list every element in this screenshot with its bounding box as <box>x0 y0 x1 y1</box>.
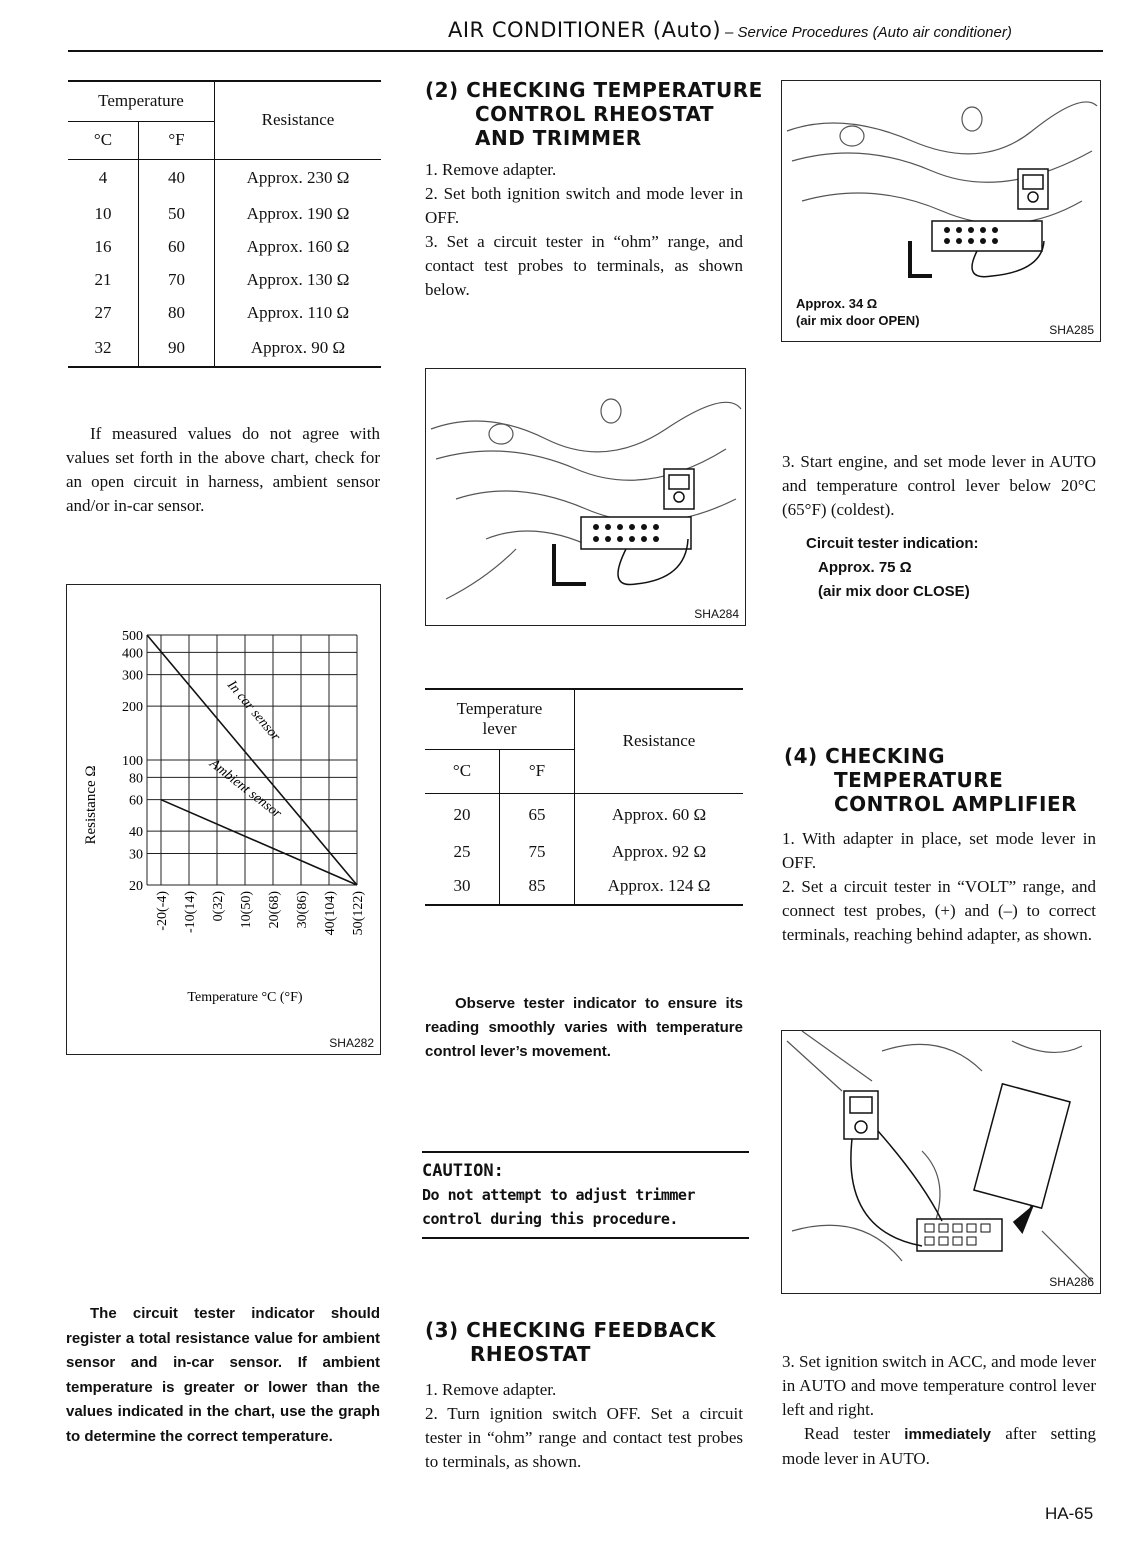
step: 2. Turn ignition switch OFF. Set a circuit tester in “ohm” range and contact test probes to terminals, as shown. <box>425 1404 743 1471</box>
table-cell: 16 <box>68 230 139 263</box>
figure-label: SHA286 <box>1049 1275 1094 1289</box>
chart-ylabel: Resistance Ω <box>83 765 99 845</box>
celsius-header: °C <box>425 749 500 793</box>
y-tick-label: 200 <box>122 700 143 716</box>
series-label-in-car: In car sensor <box>223 677 283 745</box>
section-3-title-line2: RHEOSTAT <box>470 1342 591 1366</box>
y-tick-label: 100 <box>122 754 143 769</box>
caption-note: (air mix door OPEN) <box>796 313 920 328</box>
table-cell: 50 <box>139 197 215 230</box>
chart-figure-label: SHA282 <box>329 1036 374 1050</box>
chart-x-ticks <box>155 891 366 936</box>
table-cell: 10 <box>68 197 139 230</box>
step: 2. Set both ignition switch and mode lever in OFF. <box>425 184 743 227</box>
section-2-title-line3: AND TRIMMER <box>475 126 642 150</box>
y-tick-label: 80 <box>129 771 143 787</box>
table-cell: 21 <box>68 263 139 296</box>
y-tick-label: 40 <box>129 825 143 841</box>
figure-label: SHA285 <box>1049 323 1094 337</box>
section-4-title-line3: CONTROL AMPLIFIER <box>834 792 1078 816</box>
table-cell: 30 <box>425 867 500 905</box>
indication-note: (air mix door CLOSE) <box>818 583 970 600</box>
table-cell: 90 <box>139 329 215 367</box>
y-tick-label: 60 <box>129 793 143 809</box>
caution-box <box>422 1151 749 1239</box>
figure-sha286 <box>781 1030 1101 1294</box>
table-cell: Approx. 124 Ω <box>607 875 711 895</box>
tester-icon <box>554 469 694 585</box>
figure-label: SHA284 <box>694 607 739 621</box>
x-tick-label: 20(68) <box>267 891 282 929</box>
y-tick-label: 500 <box>122 629 143 644</box>
x-tick-label: 0(32) <box>211 891 226 922</box>
chart-y-ticks <box>122 629 143 894</box>
read-immediately: immediately <box>904 1426 991 1443</box>
amplifier-illustration <box>782 1031 1100 1293</box>
step: 3. Set a circuit tester in “ohm” range, and contact test probes to terminals, as shown below. <box>425 232 743 299</box>
series-line <box>161 800 357 885</box>
section-4-title-line1: (4) CHECKING <box>784 744 946 768</box>
table-cell: 25 <box>425 837 500 867</box>
x-tick-label: 40(104) <box>323 891 338 936</box>
table-cell: Approx. 60 Ω <box>611 805 707 825</box>
engine-illustration <box>426 369 745 625</box>
series-label-ambient: Ambient sensor <box>206 756 285 822</box>
caution-title: CAUTION: <box>422 1161 504 1181</box>
table-cell: Approx. 90 Ω <box>250 337 346 357</box>
step-3-start-engine: 3. Start engine, and set mode lever in AUTO and temperature control lever below 20°C (65°F) (coldest). <box>782 452 1096 519</box>
celsius-header: °C <box>68 121 139 159</box>
read-tester-note <box>782 1422 1096 1471</box>
y-tick-label: 20 <box>129 879 143 894</box>
table-cell: Approx. 92 Ω <box>611 842 707 861</box>
table-cell: 40 <box>139 159 215 197</box>
temperature-lever-header-2: lever <box>482 719 517 739</box>
resistance-table-lever <box>425 688 743 906</box>
caution-body: Do not attempt to adjust trimmer control during this procedure. <box>422 1186 695 1228</box>
x-tick-label: 30(86) <box>295 891 310 929</box>
section-2-steps <box>425 158 743 302</box>
temperature-lever-header-1: Temperature <box>456 699 543 719</box>
read-a: Read tester <box>804 1424 905 1443</box>
resistance-header: Resistance <box>215 81 382 159</box>
figure-sha284 <box>425 368 746 626</box>
fahrenheit-header: °F <box>139 121 215 159</box>
step-3-acc <box>782 1350 1096 1471</box>
page-header <box>448 18 1108 42</box>
x-tick-label: -10(14) <box>183 891 198 933</box>
section-3-steps <box>425 1378 743 1474</box>
temperature-lever-header <box>425 689 575 749</box>
caption-value: Approx. 34 Ω <box>796 296 878 311</box>
table-cell: 4 <box>68 159 139 197</box>
table-cell: 75 <box>500 837 575 867</box>
table-cell: Approx. 230 Ω <box>246 168 350 188</box>
table-cell: 85 <box>500 867 575 905</box>
section-3-title-line1: (3) CHECKING FEEDBACK <box>425 1318 716 1342</box>
graph-instructions: The circuit tester indicator should register a total resistance value for ambient sensor and in-car sensor. If ambient temperature is greater or lower than the values indicated in the chart, use the graph to determine the correct temperature. <box>66 1305 380 1445</box>
header-title: AIR CONDITIONER (Auto) <box>448 18 722 42</box>
table-cell: 65 <box>500 793 575 837</box>
step: 3. Set ignition switch in ACC, and mode lever in AUTO and move temperature control lever left and right. <box>782 1352 1096 1419</box>
table-cell: Approx. 160 Ω <box>246 236 350 256</box>
section-4-steps <box>782 827 1096 947</box>
sensor-resistance-chart <box>66 584 381 1055</box>
step: 1. Remove adapter. <box>425 1380 557 1399</box>
table-cell: 32 <box>68 329 139 367</box>
section-2-title-line2: CONTROL RHEOSTAT <box>475 102 715 126</box>
table-cell: 80 <box>139 296 215 329</box>
section-4-title <box>784 744 1104 816</box>
y-tick-label: 30 <box>129 847 143 863</box>
table-cell: 70 <box>139 263 215 296</box>
step: 2. Set a circuit tester in “VOLT” range, and connect test probes, (+) and (–) to correct terminals, reaching behind adapter, as shown. <box>782 877 1096 944</box>
read-c: after setting mode lever in AUTO. <box>782 1424 1096 1468</box>
resistance-table-sensors <box>68 80 381 368</box>
header-subtitle: – Service Procedures (Auto air conditioner) <box>725 24 1012 41</box>
mismatch-paragraph: If measured values do not agree with values set forth in the above chart, check for an open circuit in harness, ambient sensor and/or in-car sensor. <box>66 424 380 515</box>
fahrenheit-header: °F <box>500 749 575 793</box>
step: 1. With adapter in place, set mode lever in OFF. <box>782 829 1096 872</box>
indication-title: Circuit tester indication: <box>806 535 979 552</box>
y-tick-label: 300 <box>122 668 143 684</box>
chart-svg <box>67 585 380 1054</box>
section-2-title <box>425 78 770 150</box>
page-number: HA-65 <box>1045 1504 1094 1523</box>
figure-sha285 <box>781 80 1101 342</box>
header-rule <box>68 50 1103 52</box>
table-cell: Approx. 130 Ω <box>246 269 350 289</box>
table-cell: Approx. 190 Ω <box>246 203 350 223</box>
table-cell: 60 <box>139 230 215 263</box>
indication-value: Approx. 75 Ω <box>818 559 912 576</box>
section-4-title-line2: TEMPERATURE <box>834 768 1004 792</box>
chart-xlabel: Temperature °C (°F) <box>187 990 303 1005</box>
y-tick-label: 400 <box>122 646 143 662</box>
figure-caption <box>796 295 920 329</box>
table-cell: 27 <box>68 296 139 329</box>
x-tick-label: 10(50) <box>239 891 254 929</box>
table-cell: Approx. 110 Ω <box>246 302 350 322</box>
observe-note: Observe tester indicator to ensure its reading smoothly varies with temperature control lever’s movement. <box>425 995 743 1060</box>
step: 1. Remove adapter. <box>425 160 557 179</box>
section-2-title-line1: (2) CHECKING TEMPERATURE <box>425 78 763 102</box>
x-tick-label: 50(122) <box>351 891 366 936</box>
section-3-title <box>425 1318 755 1366</box>
x-tick-label: -20(-4) <box>155 891 170 931</box>
circuit-tester-indication <box>806 532 979 604</box>
table-cell: 20 <box>425 793 500 837</box>
temperature-header: Temperature <box>68 81 215 121</box>
resistance-header: Resistance <box>575 689 744 793</box>
